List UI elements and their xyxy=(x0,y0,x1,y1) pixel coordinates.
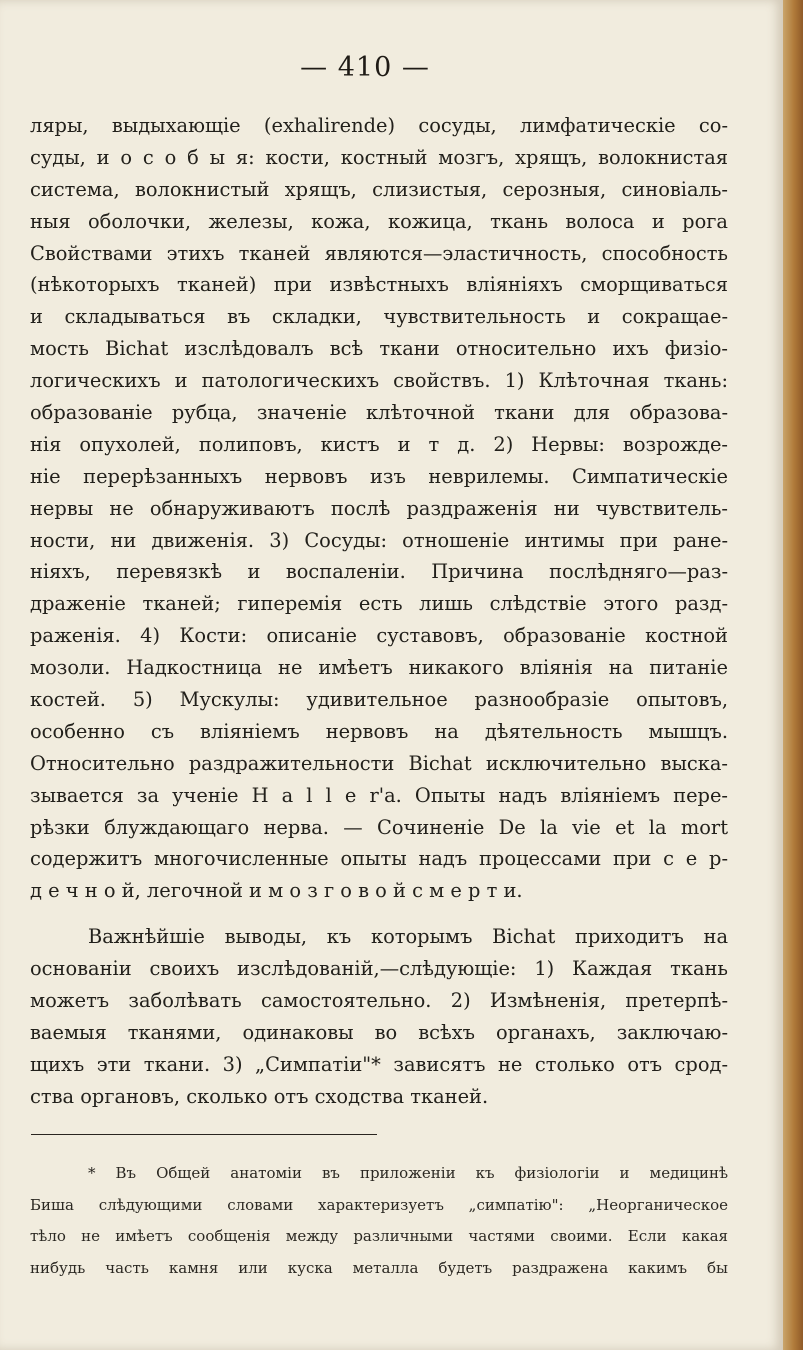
text-line: образованіе рубца, значеніе клѣточной ткани для образова- xyxy=(30,401,728,425)
footnote-line: нибудь часть камня или куска металла будетъ раздражена какимъ бы xyxy=(30,1259,728,1278)
paragraph-2-line: основаніи своихъ изслѣдованій,—слѣдующіе: 1) Каждая ткань xyxy=(30,957,728,981)
text-line: нія опухолей, полиповъ, кистъ и т д. 2) Нервы: возрожде- xyxy=(30,432,728,456)
text-line: и складываться въ складки, чувствительность и сокращае- xyxy=(30,305,728,329)
text-line: ности, ни движенія. 3) Сосуды: отношеніе интимы при ране- xyxy=(30,528,728,552)
footnote-line: тѣло не имѣетъ сообщенія между различными частями своими. Если какая xyxy=(30,1227,728,1246)
footnote-divider xyxy=(31,1134,377,1135)
footnote-line: * Въ Общей анатоміи въ приложеніи къ физіологіи и медицинѣ xyxy=(88,1164,728,1182)
text-line: зывается за ученіе H a l l e r'а. Опыты надъ вліяніемъ пере- xyxy=(30,783,728,807)
text-line: ляры, выдыхающіе (exhalirende) сосуды, лимфатическіе со- xyxy=(30,114,728,137)
text-line: раженія. 4) Кости: описаніе суставовъ, образованіе костной xyxy=(30,624,728,648)
book-spine-edge xyxy=(783,0,803,1350)
text-line: логическихъ и патологическихъ свойствъ. 1) Клѣточная ткань: xyxy=(30,369,728,393)
paragraph-2-line: ваемыя тканями, одинаковы во всѣхъ органахъ, заключаю- xyxy=(30,1020,728,1044)
paragraph-2-line: щихъ эти ткани. 3) „Симпатіи"* зависятъ не столько отъ срод- xyxy=(30,1052,728,1076)
footnote-line: Биша слѣдующими словами характеризуетъ „симпатію": „Неорганическое xyxy=(30,1195,728,1214)
text-line: ніяхъ, перевязкѣ и воспаленіи. Причина послѣдняго—раз- xyxy=(30,560,728,584)
text-line: мость Bichat изслѣдовалъ всѣ ткани относительно ихъ физіо- xyxy=(30,337,728,361)
text-line: особенно съ вліяніемъ нервовъ на дѣятельность мышцъ. xyxy=(30,719,728,743)
text-line: д е ч н о й, легочной и м о з г о в о й с м е р т и. xyxy=(30,879,523,903)
text-line: костей. 5) Мускулы: удивительное разнообразіе опытовъ, xyxy=(30,688,728,712)
text-line: содержитъ многочисленные опыты надъ процессами при с е р- xyxy=(30,847,728,871)
text-line: Относительно раздражительности Bichat исключительно выска- xyxy=(30,751,728,775)
text-line: суды, и о с о б ы я: кости, костный мозгъ, хрящъ, волокнистая xyxy=(30,145,728,169)
page-number: — 410 — xyxy=(300,52,430,83)
paragraph-2-line: можетъ заболѣвать самостоятельно. 2) Измѣненія, претерпѣ- xyxy=(30,989,728,1013)
text-line: рѣзки блуждающаго нерва. — Сочиненіе De la vie et la mort xyxy=(30,815,728,839)
text-line: драженіе тканей; гиперемія есть лишь слѣдствіе этого разд- xyxy=(30,592,728,616)
text-line: ныя оболочки, железы, кожа, кожица, ткань волоса и рога xyxy=(30,209,728,233)
text-line: Свойствами этихъ тканей являются—эластичность, способность xyxy=(30,241,728,265)
main-text xyxy=(30,110,728,1113)
paragraph-2-line: ства органовъ, сколько отъ сходства тканей. xyxy=(30,1084,489,1108)
text-line: мозоли. Надкостница не имѣетъ никакого вліянія на питаніе xyxy=(30,656,728,680)
text-line: система, волокнистый хрящъ, слизистыя, серозныя, синовіаль- xyxy=(30,177,728,201)
paragraph-2-line: Важнѣйшіе выводы, къ которымъ Bichat приходитъ на xyxy=(88,925,728,949)
footnote xyxy=(30,1158,728,1285)
text-line: (нѣкоторыхъ тканей) при извѣстныхъ вліяніяхъ сморщиваться xyxy=(30,273,728,297)
text-line: нервы не обнаруживаютъ послѣ раздраженія ни чувствитель- xyxy=(30,496,728,520)
text-line: ніе перерѣзанныхъ нервовъ изъ неврилемы. Симпатическіе xyxy=(30,464,728,488)
